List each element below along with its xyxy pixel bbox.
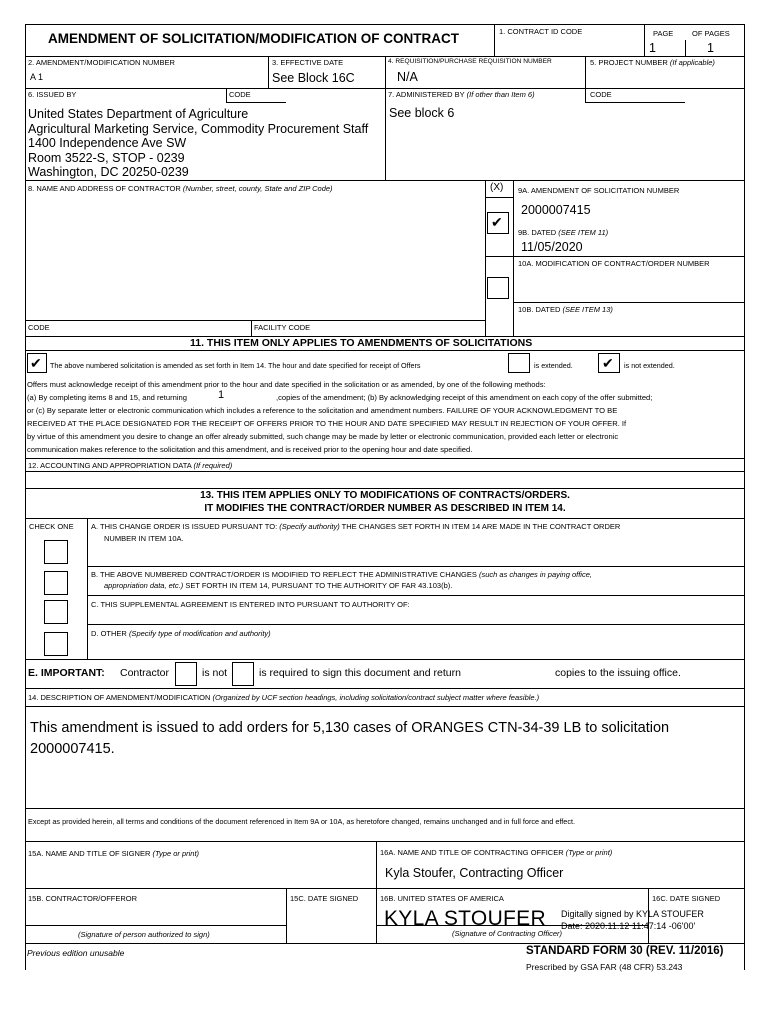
important-label: E. IMPORTANT:: [28, 667, 105, 679]
amendment-number-value[interactable]: A 1: [30, 72, 44, 82]
modification-number-label: 10A. MODIFICATION OF CONTRACT/ORDER NUMBER: [518, 259, 710, 268]
dated-9b-note: (SEE ITEM 11): [558, 228, 609, 237]
checkbox-13a[interactable]: [44, 540, 68, 564]
dated-9b-label-text: 9B. DATED: [518, 228, 557, 237]
checkbox-important-contractor[interactable]: [175, 662, 197, 686]
digital-signature-name[interactable]: KYLA STOUFER: [384, 907, 546, 930]
important-copies-to: copies to the issuing office.: [555, 667, 681, 679]
form-name: STANDARD FORM 30 (REV. 11/2016): [526, 945, 724, 957]
dated-10b-label-text: 10B. DATED: [518, 305, 561, 314]
check-one-label: CHECK ONE: [29, 522, 74, 531]
issuer-line: Agricultural Marketing Service, Commodity Procurement Staff: [28, 121, 369, 136]
amendment-solicitation-value[interactable]: 2000007415: [521, 203, 591, 217]
of-pages-label: OF PAGES: [692, 29, 730, 38]
dated-10b-note: (SEE ITEM 13): [562, 305, 613, 314]
officer-label: [380, 849, 612, 857]
item13-heading2: IT MODIFIES THE CONTRACT/ORDER NUMBER AS DESCRIBED IN ITEM 14.: [204, 503, 566, 514]
administered-code-label: CODE: [590, 90, 612, 99]
issuer-line: Washington, DC 20250-0239: [28, 165, 189, 180]
item14-label: [28, 694, 539, 702]
prescribed-text: Prescribed by GSA FAR (48 CFR) 53.243: [526, 962, 683, 972]
checkmark-icon: ✔: [30, 355, 42, 371]
checkbox-10a[interactable]: [487, 277, 509, 299]
contractor-offeror-label: 15B. CONTRACTOR/OFFEROR: [28, 894, 138, 903]
item13b-text: B. THE ABOVE NUMBERED CONTRACT/ORDER IS MODIFIED TO REFLECT THE ADMINISTRATIVE CHANGES: [91, 570, 477, 579]
item11-line3a: (a) By completing items 8 and 15, and returning: [27, 393, 187, 402]
issued-by-label: 6. ISSUED BY: [28, 90, 77, 99]
accounting-note: (If required): [193, 461, 233, 470]
signer-label-text: 15A. NAME AND TITLE OF SIGNER: [28, 849, 151, 858]
project-number-note: (If applicable): [669, 58, 715, 67]
item13d-text: D. OTHER: [91, 629, 127, 638]
item11-line2: Offers must acknowledge receipt of this amendment prior to the hour and date specified in the solicitation or as amended, by one of the following methods:: [27, 380, 546, 389]
item13d-line: [91, 630, 271, 638]
requisition-value[interactable]: N/A: [397, 70, 418, 84]
item13d-note: (Specify type of modification and authority): [128, 629, 271, 638]
important-is-not: is not: [202, 667, 228, 679]
page-label: PAGE: [653, 29, 674, 38]
officer-label-text: 16A. NAME AND TITLE OF CONTRACTING OFFICER: [380, 848, 564, 857]
issuer-line: Room 3522-S, STOP - 0239: [28, 150, 185, 165]
contractor-note: (Number, street, county, State and ZIP Code): [182, 184, 333, 193]
signer-note: (Type or print): [152, 849, 200, 858]
issuer-line: 1400 Independence Ave SW: [28, 136, 187, 151]
administered-by-label-text: 7. ADMINISTERED BY: [388, 90, 465, 99]
item14-description[interactable]: [30, 718, 669, 760]
item13b-line1: [91, 571, 592, 579]
contract-id-label: 1. CONTRACT ID CODE: [499, 27, 583, 36]
date-signed-15c-label: 15C. DATE SIGNED: [290, 894, 359, 903]
item11-line1: The above numbered solicitation is amended as set forth in Item 14. The hour and date specified for receipt of Offers: [50, 361, 421, 370]
except-provided-text: Except as provided herein, all terms and conditions of the document referenced in Item 9A or 10A, as heretofore changed, remains unchanged and in full force and effect.: [28, 817, 576, 826]
item13b-line2: [104, 582, 452, 590]
accounting-label: [28, 462, 232, 470]
item13b-note: (such as changes in paying office,: [479, 570, 592, 579]
facility-code-label: FACILITY CODE: [254, 323, 311, 332]
item13a-line1: [91, 523, 620, 531]
checkbox-important-is-not[interactable]: [232, 662, 254, 686]
administered-by-label: [388, 91, 535, 99]
item13a-text: A. THIS CHANGE ORDER IS ISSUED PURSUANT TO:: [91, 522, 278, 531]
contractor-label-text: 8. NAME AND ADDRESS OF CONTRACTOR: [28, 184, 181, 193]
signature-officer-note: (Signature of Contracting Officer): [452, 929, 563, 938]
item11-line6: by virtue of this amendment you desire to change an offer already submitted, such change may be made by letter or electronic communication, provided each letter or electronic: [27, 432, 619, 441]
administered-by-value[interactable]: See block 6: [389, 106, 455, 120]
item13b-note2: appropriation data, etc.): [104, 581, 184, 590]
item13b-text2: SET FORTH IN ITEM 14, PURSUANT TO THE AUTHORITY OF FAR 43.103(b).: [185, 581, 453, 590]
project-number-label-text: 5. PROJECT NUMBER: [590, 58, 668, 67]
item13a-line2: NUMBER IN ITEM 10A.: [104, 534, 184, 543]
item11-line7: communication makes reference to the solicitation and this amendment, and is received prior to the opening hour and date specified.: [27, 445, 473, 454]
effective-date-label: 3. EFFECTIVE DATE: [272, 58, 344, 67]
date-signed-16c-label: 16C. DATE SIGNED: [652, 894, 721, 903]
issued-by-code-label: CODE: [229, 90, 251, 99]
item14-label-text: 14. DESCRIPTION OF AMENDMENT/MODIFICATION: [28, 693, 211, 702]
administered-by-note: (If other than Item 6): [466, 90, 535, 99]
item14-text-line: This amendment is issued to add orders for 5,130 cases of ORANGES CTN-34-39 LB to solicitation: [30, 720, 670, 736]
dated-9b-value[interactable]: 11/05/2020: [521, 240, 583, 254]
copies-value[interactable]: 1: [218, 389, 225, 401]
accounting-label-text: 12. ACCOUNTING AND APPROPRIATION DATA: [28, 461, 192, 470]
officer-name-value[interactable]: Kyla Stoufer, Contracting Officer: [385, 866, 564, 880]
dated-9b-label: [518, 229, 608, 237]
is-not-extended-label: is not extended.: [624, 361, 675, 370]
important-is-required: is required to sign this document and return: [259, 667, 461, 679]
checkmark-icon: ✔: [491, 214, 503, 230]
item11-line4: or (c) By separate letter or electronic communication which includes a reference to the solicitation and amendment numbers. FAILURE OF YOUR ACKNOWLEDGMENT TO BE: [27, 406, 618, 415]
is-extended-label: is extended.: [534, 361, 573, 370]
item13c-line: C. THIS SUPPLEMENTAL AGREEMENT IS ENTERED INTO PURSUANT TO AUTHORITY OF:: [91, 600, 410, 609]
contractor-label: [28, 185, 333, 193]
x-mark-label: (X): [490, 182, 504, 193]
item14-text-line: 2000007415.: [30, 741, 115, 757]
requisition-label: 4. REQUISITION/PURCHASE REQUISITION NUMBER: [388, 58, 552, 65]
signature-person-note: (Signature of person authorized to sign): [78, 930, 210, 939]
contractor-code-label: CODE: [28, 323, 50, 332]
checkbox-13d[interactable]: [44, 632, 68, 656]
checkbox-13b[interactable]: [44, 571, 68, 595]
amendment-number-label: 2. AMENDMENT/MODIFICATION NUMBER: [28, 58, 175, 67]
item13a-text2: THE CHANGES SET FORTH IN ITEM 14 ARE MADE IN THE CONTRACT ORDER: [341, 522, 621, 531]
digital-signature-line1: Digitally signed by KYLA STOUFER: [561, 909, 704, 919]
dated-10b-label: [518, 306, 613, 314]
checkbox-13c[interactable]: [44, 600, 68, 624]
amendment-solicitation-label: 9A. AMENDMENT OF SOLICITATION NUMBER: [518, 186, 680, 195]
item14-note: (Organized by UCF section headings, including solicitation/contract subject matter where feasible.): [212, 693, 540, 702]
issuer-line: United States Department of Agriculture: [28, 107, 249, 121]
signer-label: [28, 850, 199, 858]
project-number-label: [590, 59, 715, 67]
digital-signature-line2: Date: 2020.11.12 11:47:14 -06'00': [561, 921, 696, 931]
officer-note: (Type or print): [565, 848, 613, 857]
item11-line5: RECEIVED AT THE PLACE DESIGNATED FOR THE RECEIPT OF OFFERS PRIOR TO THE HOUR AND DATE SPECIFIED MAY RESULT IN REJECTION OF YOUR OFFER. If: [27, 419, 627, 428]
issuer-address[interactable]: [28, 107, 368, 180]
checkbox-is-extended[interactable]: [508, 353, 530, 373]
of-pages-value: 1: [707, 41, 714, 55]
previous-edition-text: Previous edition unusable: [27, 948, 125, 958]
important-contractor: Contractor: [120, 667, 170, 679]
item11-line3b: ,copies of the amendment; (b) By acknowledging receipt of this amendment on each copy of the offer submitted;: [276, 393, 653, 402]
effective-date-value[interactable]: See Block 16C: [272, 71, 355, 85]
item13-heading1: 13. THIS ITEM APPLIES ONLY TO MODIFICATIONS OF CONTRACTS/ORDERS.: [200, 490, 570, 501]
item13a-note: (Specify authority): [279, 522, 340, 531]
item11-heading: 11. THIS ITEM ONLY APPLIES TO AMENDMENTS OF SOLICITATIONS: [190, 337, 533, 349]
usa-label: 16B. UNITED STATES OF AMERICA: [380, 894, 504, 903]
form-title: AMENDMENT OF SOLICITATION/MODIFICATION OF CONTRACT: [48, 31, 459, 46]
page-value: 1: [649, 41, 656, 55]
checkmark-icon: ✔: [602, 355, 614, 371]
